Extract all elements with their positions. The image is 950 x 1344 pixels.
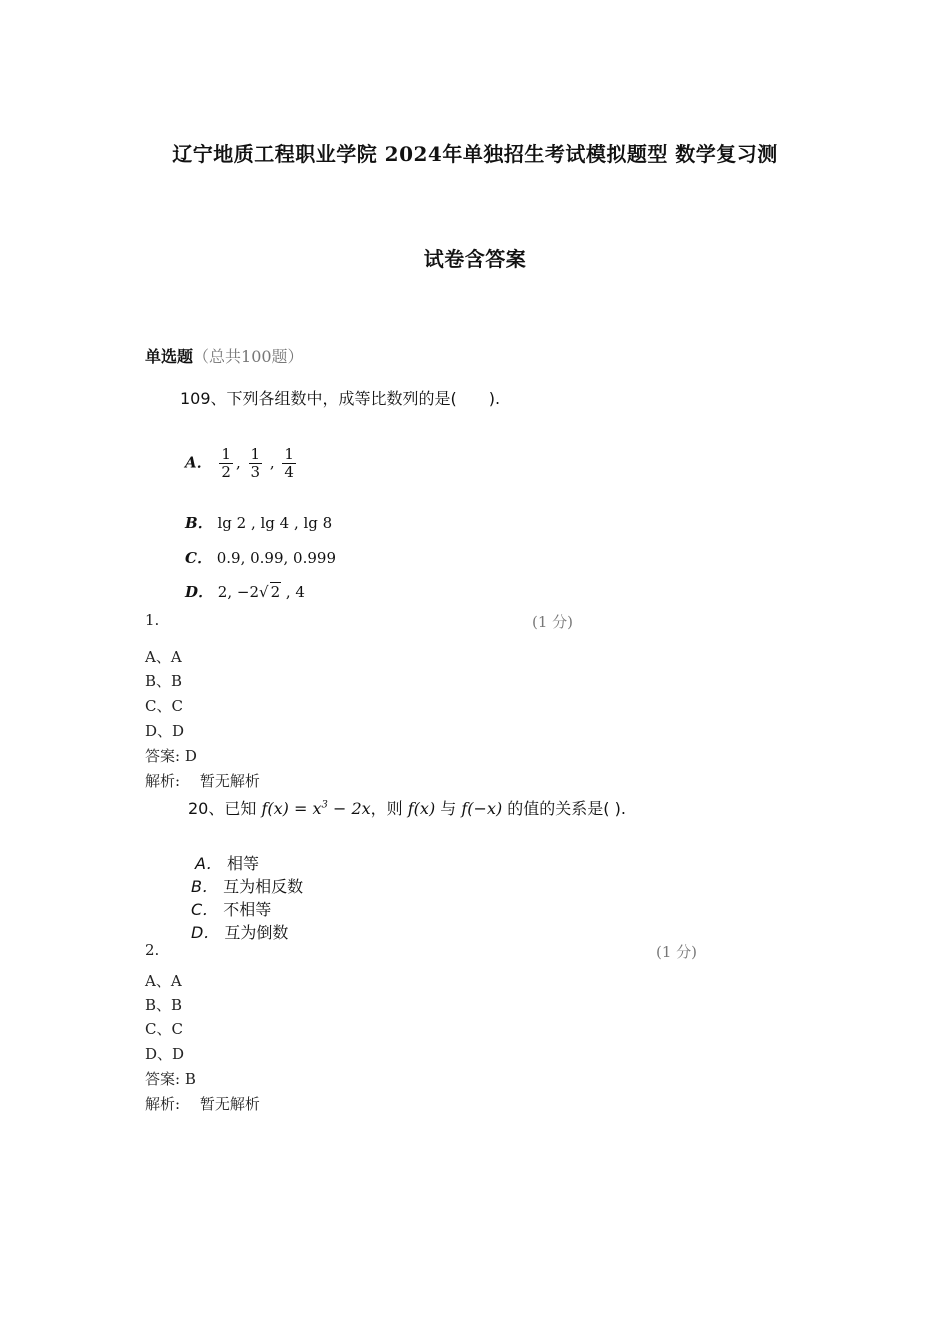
question-2-choice-d: D、D (145, 1045, 185, 1063)
sqrt-radicand: 2 (270, 583, 281, 601)
option-letter: C． (185, 549, 212, 567)
question-2-score: (1 分) (656, 943, 698, 961)
question-1-choice-d: D、D (145, 722, 185, 740)
question-1-option-c (185, 547, 336, 568)
option-letter: A． (185, 453, 212, 472)
option-letter: B． (191, 877, 218, 896)
section-count: （总共100题） (193, 347, 304, 366)
question-1-choice-b: B、B (145, 672, 183, 690)
question-2-choice-a: A、A (145, 972, 182, 990)
question-2-analysis: 解析: 暂无解析 (145, 1095, 260, 1113)
option-letter: A． (195, 854, 222, 873)
question-1-choice-a: A、A (145, 648, 182, 666)
question-1-option-a: A． $\frac{1}{2}$ , $\frac{1}{3}$ , $\frac{1}{4}$ (185, 445, 294, 481)
question-1-analysis: 解析: 暂无解析 (145, 772, 260, 790)
option-content: 0.9, 0.99, 0.999 (216, 549, 337, 567)
document-title-line-1: 辽宁地质工程职业学院 2024年单独招生考试模拟题型 数学复习测 (172, 142, 778, 166)
question-1-stem: 109、下列各组数中，成等比数列的是( ). (180, 389, 501, 408)
option-content: lg 2 , lg 4 , lg 8 (217, 514, 333, 532)
question-1-option-d: D． 2, −2√ 2 , 4 (185, 583, 305, 601)
question-2-choice-b: B、B (145, 996, 183, 1014)
question-2-option-c: C． 不相等 (191, 900, 272, 919)
question-1-score: (1 分) (532, 613, 574, 631)
question-1-option-b (185, 512, 332, 533)
question-2-option-b: B． 互为相反数 (191, 877, 304, 896)
question-2-option-d: D． 互为倒数 (191, 923, 289, 942)
option-letter: D． (185, 583, 214, 601)
question-2-number: 2. (145, 941, 160, 959)
question-2-answer: 答案: B (145, 1070, 196, 1088)
fraction: $\frac{1}{3}$ (250, 445, 261, 481)
option-letter: C． (191, 900, 219, 919)
sqrt-sign: √ (259, 583, 269, 601)
section-header (145, 344, 304, 367)
question-2-option-a: A． 相等 (195, 854, 260, 873)
question-1-number: 1. (145, 611, 160, 629)
fraction: $\frac{1}{2}$ (221, 445, 231, 481)
question-1-choice-c: C、C (145, 697, 183, 715)
document-title-line-2: 试卷含答案 (423, 247, 527, 271)
question-2-choice-c: C、C (145, 1020, 183, 1038)
fraction: $\frac{1}{4}$ (284, 445, 294, 481)
question-1-answer: 答案: D (145, 747, 197, 765)
section-title: 单选题 (145, 347, 194, 366)
question-2-stem: 20、已知 $f(x) = x^3 - 2x$，则 f(x) 与 f(−x) 的值的关系是( ). (188, 799, 626, 818)
option-letter: B． (185, 514, 213, 532)
option-letter: D． (191, 923, 220, 942)
